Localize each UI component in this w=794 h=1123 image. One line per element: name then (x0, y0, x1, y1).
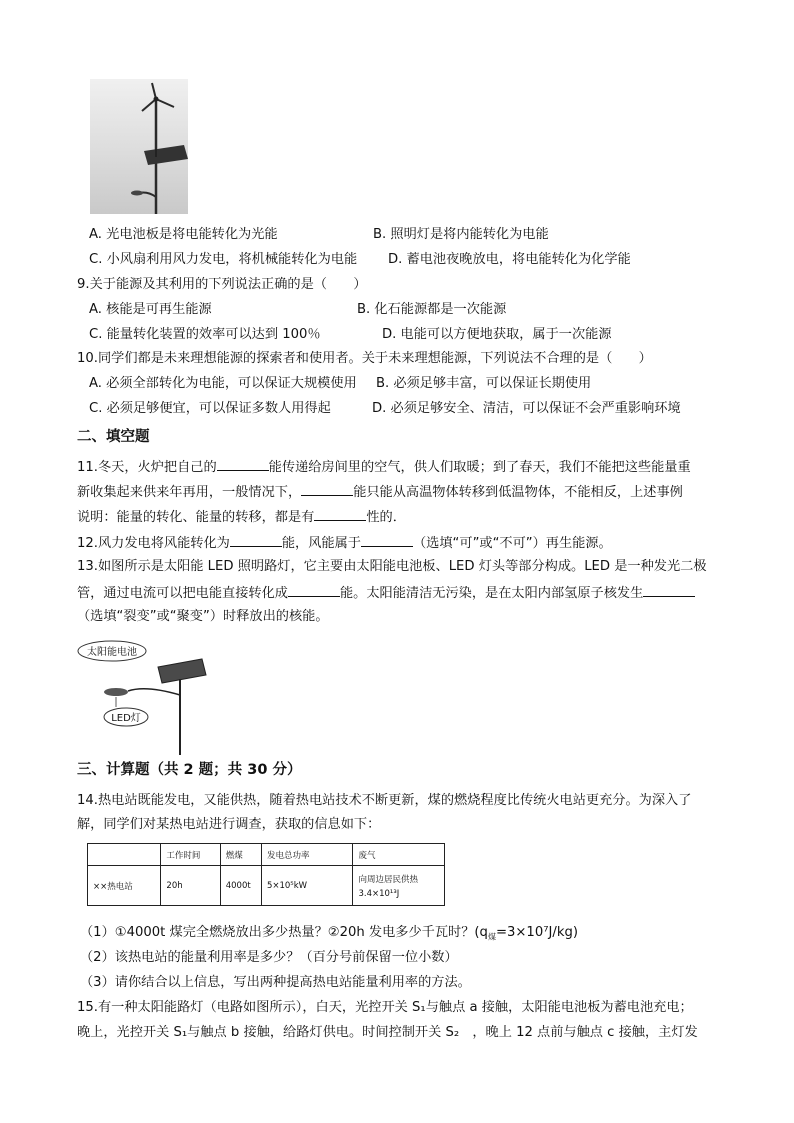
section-heading-calculation: 三、计算题（共 2 题；共 30 分） (77, 762, 302, 778)
q9-option-a: A. 核能是可再生能源 (89, 302, 212, 317)
answer-blank[interactable] (230, 533, 282, 547)
table-header: 工作时间 (161, 844, 220, 866)
section-heading-fill-in: 二、填空题 (77, 429, 150, 445)
q10-option-c: C. 必须足够便宜，可以保证多数人用得起 (89, 401, 331, 416)
q13-line-1: 13.如图所示是太阳能 LED 照明路灯，它主要由太阳能电池板、LED 灯头等部分构成。LED 是一种发光二极 (77, 559, 707, 574)
table-header: 废气 (353, 844, 445, 866)
power-station-data-table (87, 843, 445, 906)
q9-stem: 9.关于能源及其利用的下列说法正确的是（ ） (77, 277, 367, 292)
waste-heat-value: 3.4×10¹³J (358, 888, 400, 899)
answer-blank[interactable] (643, 583, 695, 597)
table-cell: 20h (161, 866, 220, 906)
q11-line-2: 新收集起来供来年再用，一般情况下， 能只能从高温物体转移到低温物体，不能相反，上述事例 (77, 482, 683, 502)
table-header: 燃煤 (220, 844, 261, 866)
table-header: 发电总功率 (261, 844, 353, 866)
q8-option-a: A. 光电池板是将电能转化为光能 (89, 227, 278, 242)
q10-option-a: A. 必须全部转化为电能，可以保证大规模使用 (89, 376, 357, 391)
table-cell: 4000t (220, 866, 261, 906)
q13-line-3: （选填“裂变”或“聚变”）时释放出的核能。 (77, 609, 329, 624)
q11-line-3: 说明：能量的转化、能量的转移，都是有 性的． (77, 507, 406, 527)
q10-stem: 10.同学们都是未来理想能源的探索者和使用者。关于未来理想能源，下列说法不合理的是（ ） (77, 351, 652, 366)
q11-line-1: 11.冬天，火炉把自己的 能传递给房间里的空气，供人们取暖；到了春天，我们不能把这些能量重 (77, 457, 691, 477)
solar-led-lamp-diagram (76, 637, 212, 755)
q9-option-c: C. 能量转化装置的效率可以达到 100％ (89, 327, 321, 342)
q12-line: 12.风力发电将风能转化为 能，风能属于 （选填“可”或“不可”）再生能源。 (77, 533, 612, 553)
q9-option-d: D. 电能可以方便地获取，属于一次能源 (382, 327, 612, 342)
q15-line-2: 晚上，光控开关 S₁与触点 b 接触，给路灯供电。时间控制开关 S₂ ，晚上 12 点前与触点 c 接触，主灯发 (77, 1025, 698, 1040)
table-header (88, 844, 161, 866)
diagram-label-led: LED灯 (111, 713, 141, 724)
q8-option-b: B. 照明灯是将内能转化为电能 (373, 227, 549, 242)
waste-heat-label: 向周边居民供热 (358, 874, 418, 885)
q10-option-d: D. 必须足够安全、清洁，可以保证不会严重影响环境 (372, 401, 681, 416)
table-cell: 5×10⁵kW (261, 866, 353, 906)
q8-option-c: C. 小风扇利用风力发电，将机械能转化为电能 (89, 252, 358, 267)
table-cell: ××热电站 (88, 866, 161, 906)
q8-option-d: D. 蓄电池夜晚放电，将电能转化为化学能 (388, 252, 631, 267)
answer-blank[interactable] (361, 533, 413, 547)
answer-blank[interactable] (217, 457, 269, 471)
wind-solar-lamp-photo (90, 79, 188, 214)
answer-blank[interactable] (314, 507, 366, 521)
q15-line-1: 15.有一种太阳能路灯（电路如图所示），白天，光控开关 S₁与触点 a 接触，太阳能电池板为蓄电池充电； (77, 1000, 693, 1015)
q14-line-2: 解，同学们对某热电站进行调查，获取的信息如下： (77, 817, 381, 832)
table-cell (353, 866, 445, 906)
q10-option-b: B. 必须足够丰富，可以保证长期使用 (376, 376, 592, 391)
q14-sub-2: （2）该热电站的能量利用率是多少？（百分号前保留一位小数） (80, 950, 458, 965)
answer-blank[interactable] (288, 583, 340, 597)
q14-sub-3: （3）请你结合以上信息，写出两种提高热电站能量利用率的方法。 (80, 975, 471, 990)
q14-line-1: 14.热电站既能发电，又能供热，随着热电站技术不断更新，煤的燃烧程度比传统火电站更充分。为深入了 (77, 793, 692, 808)
q13-line-2: 管，通过电流可以把电能直接转化成 能。太阳能清洁无污染，是在太阳内部氢原子核发生 (77, 583, 695, 603)
diagram-label-solar-panel: 太阳能电池 (87, 647, 137, 658)
q14-sub-1: （1）①4000t 煤完全燃烧放出多少热量？②20h 发电多少千瓦时？$(q_煤=3\times 10^7J/kg)$ (80, 925, 578, 942)
answer-blank[interactable] (301, 482, 353, 496)
q9-option-b: B. 化石能源都是一次能源 (357, 302, 507, 317)
